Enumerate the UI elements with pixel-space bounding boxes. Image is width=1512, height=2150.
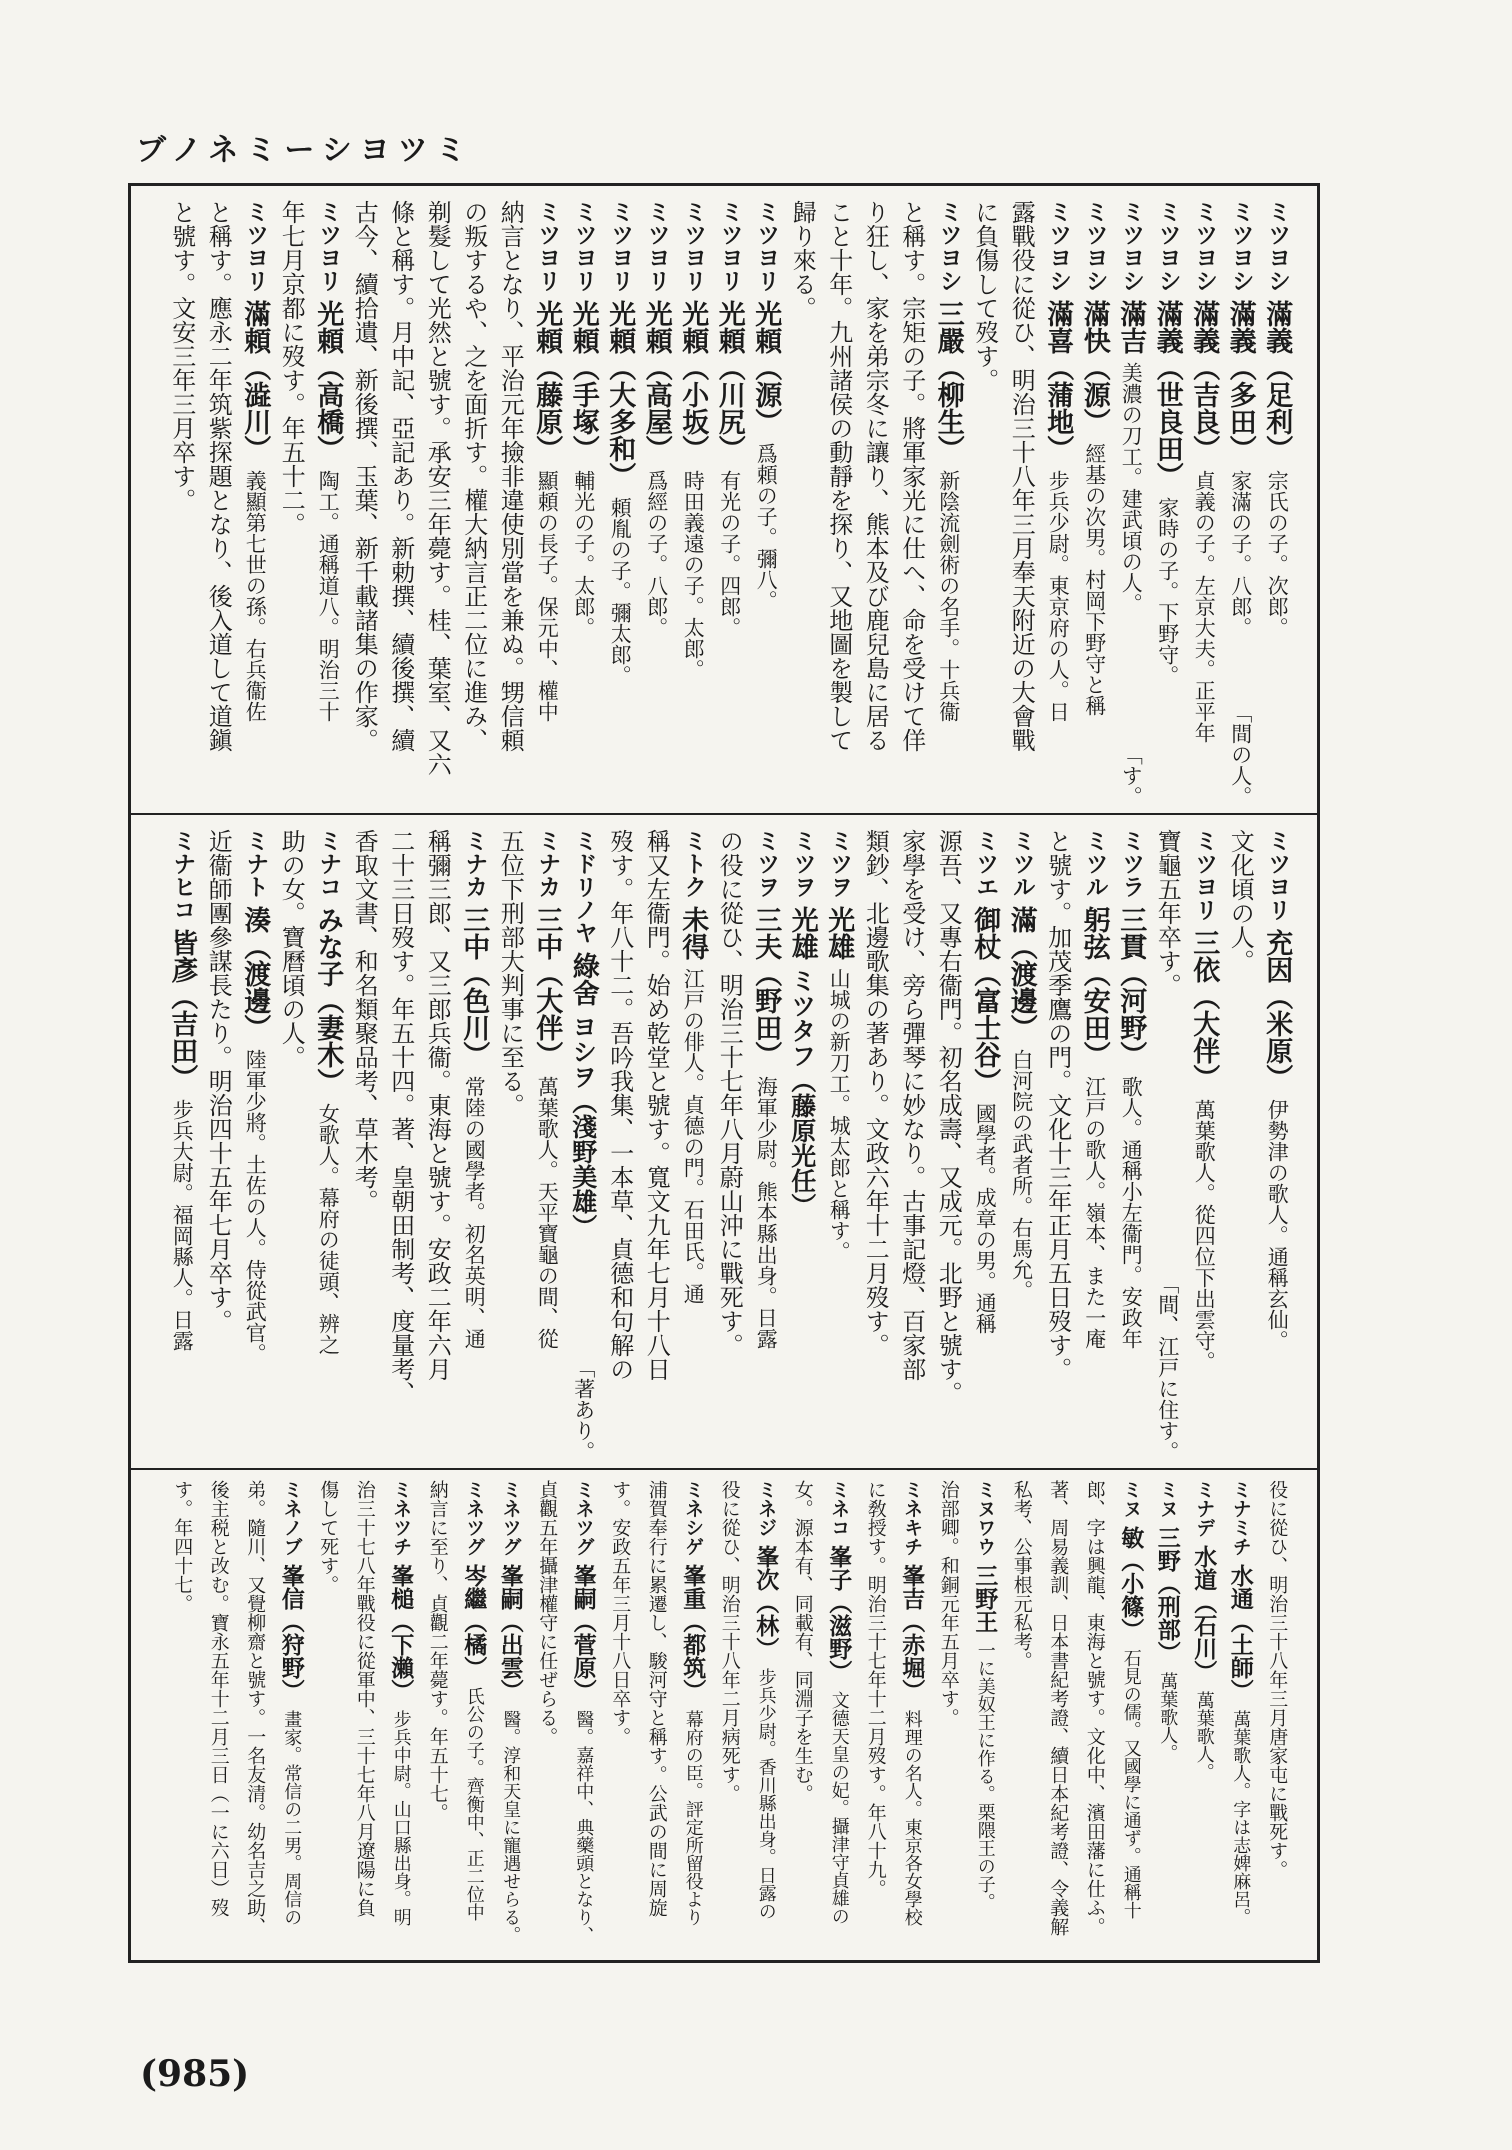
entry-reading: ミネジ	[755, 1480, 778, 1537]
continuation-text: 五位下刑部大判事に至る。	[496, 829, 525, 1117]
continuation-text: 後主税と改む。寶永五年十二月三日（一に六日）歿	[207, 1480, 230, 1917]
entry-column	[529, 829, 566, 1462]
continuation-text: 古今、續拾遺、新後撰、玉葉、新千載諸集の作家。	[350, 200, 379, 752]
entry-reading: ミネツチ	[390, 1480, 413, 1556]
entry-name: 岑繼（橘）	[460, 1564, 488, 1679]
entry-column	[310, 200, 347, 807]
entry-column	[273, 200, 310, 807]
continuation-text: 文化頃の人。	[1226, 829, 1255, 973]
entry-column	[164, 829, 201, 1462]
entry-column	[1222, 829, 1259, 1462]
entry-column	[930, 829, 967, 1462]
entry-column	[1149, 1480, 1186, 1954]
entry-reading: ミネツグ	[499, 1480, 522, 1556]
entry-column	[1113, 829, 1150, 1462]
entry-text: 醫。嘉祥中、典藥頭となり、	[573, 1710, 595, 1944]
band-2	[131, 815, 1317, 1470]
entry-reading: ミツヨリ	[1191, 829, 1218, 921]
continuation-text: 年七月京都に歿す。年五十二。	[277, 200, 306, 536]
entry-reading: ミツヲ	[753, 829, 780, 898]
entry-reading: ミツヨリ	[570, 200, 597, 292]
entry-column	[1186, 1480, 1223, 1954]
entry-reading: ミナヒコ	[169, 829, 196, 921]
entry-reading: ミナカ	[534, 829, 561, 898]
entry-column	[456, 200, 493, 807]
entry-column	[164, 200, 201, 807]
entry-text: 海軍少尉。熊本縣出身。日露	[754, 1076, 779, 1349]
entry-column	[1149, 200, 1186, 807]
entry-text: 山城の新刀工。城太郎と稱す。	[827, 968, 852, 1262]
band-1-columns	[131, 200, 1317, 813]
entry-text: 幕府の臣。評定所留役より	[682, 1710, 704, 1926]
entry-name: 三野（刑部）	[1153, 1526, 1181, 1664]
continuation-text: 郎、字は興龍、東海と號す。文化中、濱田藩に仕ふ。	[1083, 1480, 1106, 1936]
entry-column	[1076, 200, 1113, 807]
entry-column	[857, 829, 894, 1462]
entry-column	[310, 829, 347, 1462]
continuation-text: と號す。加茂季鷹の門。文化十三年正月五日歿す。	[1043, 829, 1072, 1381]
continuation-text: の叛するや、之を面折す。權大納言正二位に進み、	[459, 200, 488, 752]
entry-reading: ミナミチ	[1229, 1480, 1252, 1556]
entry-reading: ミヌワウ	[974, 1480, 997, 1556]
entry-column	[784, 829, 821, 1462]
entry-column	[784, 200, 821, 807]
entry-column	[821, 829, 858, 1462]
entry-reading: ミツヨリ	[716, 200, 743, 292]
entry-text: 萬葉歌人。天平寶龜の間、從	[535, 1076, 560, 1349]
entry-reading: ミツヨリ	[753, 200, 780, 292]
cross-reference: ミツタフ（藤原光任）	[787, 968, 817, 1218]
entry-text: 畫家。常信の二男。周信の	[281, 1710, 303, 1926]
entry-name: 峯重（都筑）	[679, 1564, 707, 1702]
continuation-text: と稱す。宗矩の子。將軍家光に仕へ、命を受けて佯	[897, 200, 926, 752]
entry-name: 光頼（源）	[750, 300, 782, 435]
entry-column	[602, 1480, 639, 1954]
entry-reading: ミツヨリ	[680, 200, 707, 292]
entry-name: 峯嗣（出雲）	[496, 1564, 524, 1702]
entry-text: 醫。淳和天皇に寵遇せらる。	[500, 1710, 522, 1944]
entry-column	[1076, 1480, 1113, 1954]
entry-text: 經基の次男。村岡下野守と稱	[1082, 443, 1107, 716]
entry-column	[675, 829, 712, 1462]
entry-reading: ミツヨシ	[1154, 200, 1181, 292]
entry-column	[1003, 200, 1040, 807]
entry-column	[164, 1480, 201, 1954]
continuation-text: 稱彌三郎、又三郎兵衞。東海と號す。安政二年六月	[423, 829, 452, 1381]
entry-name: 光頼（大多和）	[604, 300, 636, 489]
entry-name: 光雄	[786, 906, 818, 960]
entry-text: 步兵中尉。山口縣出身。明	[390, 1710, 412, 1926]
entry-text: 白河院の武者所。右馬允。	[1009, 1049, 1034, 1301]
entry-reading: ミネツグ	[572, 1480, 595, 1556]
entry-column	[456, 1480, 493, 1954]
carry-over-text: 「間、江戸に住す。	[1155, 1273, 1180, 1462]
entry-column	[346, 1480, 383, 1954]
entry-text: 顯頼の長子。保元中、權中	[535, 470, 560, 722]
continuation-text: 著、周易義訓、日本書紀考證、續日本紀考證、令義解	[1047, 1480, 1070, 1936]
entry-column	[237, 200, 274, 807]
entry-column	[200, 1480, 237, 1954]
continuation-text: 香取文書、和名類聚品考、草木考。	[350, 829, 379, 1213]
entry-text: 萬葉歌人。	[1157, 1672, 1179, 1762]
entry-column	[383, 200, 420, 807]
entry-column	[1113, 200, 1150, 807]
continuation-text: に敎授す。明治三十七年十二月歿す。年八十九。	[864, 1480, 887, 1898]
entry-column	[1040, 200, 1077, 807]
entry-name: 三嚴（柳生）	[932, 300, 964, 462]
continuation-text: 貞觀五年攝津權守に任ぜらる。	[536, 1480, 559, 1746]
entry-column	[492, 829, 529, 1462]
entry-name: 滿義（足利）	[1261, 300, 1293, 462]
entry-column	[1186, 829, 1223, 1462]
entry-text: 石見の儒。又國學に通ず。通稱十	[1120, 1649, 1142, 1919]
continuation-text: す。年四十七。	[171, 1480, 194, 1613]
entry-text: 歌人。通稱小左衞門。安政年	[1119, 1076, 1144, 1349]
entry-name: 三依（大伴）	[1188, 929, 1220, 1091]
continuation-text: 治三十七八年戰役に從軍中、三十七年八月遼陽に負	[353, 1480, 376, 1917]
continuation-text: 納言に至り、貞觀二年薨す。年五十七。	[426, 1480, 449, 1822]
entry-reading: ミツヨリ	[1264, 829, 1291, 921]
continuation-text: と稱す。應永二年筑紫探題となり、後入道して道鎭	[204, 200, 233, 752]
entry-column	[529, 200, 566, 807]
entry-name: 滿快（源）	[1078, 300, 1110, 435]
entry-column	[930, 200, 967, 807]
continuation-text: 傷して死す。	[317, 1480, 340, 1594]
entry-reading: ミツヨリ	[643, 200, 670, 292]
entry-name: 滿義（吉良）	[1188, 300, 1220, 462]
entry-name: 躬弦（安田）	[1078, 906, 1110, 1068]
entry-name: 滿（渡邊）	[1005, 906, 1037, 1041]
entry-reading: ミナコ	[315, 829, 342, 898]
entry-name: 光頼（高橋）	[312, 300, 344, 462]
entry-reading: ミトク	[680, 829, 707, 898]
entry-column	[273, 1480, 310, 1954]
entry-column	[419, 829, 456, 1462]
entry-column	[200, 829, 237, 1462]
entry-column	[529, 1480, 566, 1954]
entry-text: 美濃の刀工。建武頃の人。	[1119, 362, 1144, 614]
continuation-text: 源吾、又專右衞門。初名成壽、又成元。北野と號す。	[934, 829, 963, 1405]
entry-name: 光頼（高屋）	[640, 300, 672, 462]
entry-column	[638, 200, 675, 807]
entry-text: 陸軍少將。土佐の人。侍從武官。	[243, 1049, 268, 1364]
entry-text: 國學者。成章の男。通稱	[973, 1103, 998, 1334]
entry-text: 萬葉歌人。從四位下出雲守。	[1192, 1099, 1217, 1372]
entry-text: 一に美奴王に作る。栗隈王の子。	[974, 1641, 996, 1911]
continuation-text: 剃髮して光然と號す。承安三年薨す。桂、葉室、又六	[423, 200, 452, 776]
entry-text: 陶工。通稱道八。明治三十	[316, 470, 341, 722]
entry-column	[1003, 1480, 1040, 1954]
entry-text: 常陸の國學者。初名英明、通	[462, 1076, 487, 1349]
entry-name: 光頼（藤原）	[531, 300, 563, 462]
entry-name: 水通（土師）	[1226, 1564, 1254, 1702]
entry-name: 滿頼（澁川）	[239, 300, 271, 462]
continuation-text: の役に從ひ、明治三十七年八月蔚山沖に戰死す。	[715, 829, 744, 1357]
entry-text: 義顯第七世の孫。右兵衞佐	[243, 470, 268, 722]
entry-text: 宗氏の子。次郎。	[1265, 470, 1290, 638]
entry-name: 三中（大伴）	[531, 906, 563, 1068]
continuation-text: 治部卿。和銅元年五月卒す。	[937, 1480, 960, 1727]
entry-name: 光頼（小坂）	[677, 300, 709, 462]
entry-reading: ミツヲ	[826, 829, 853, 898]
entry-reading: ミツル	[1008, 829, 1035, 898]
entry-reading: ミツヨシ	[1191, 200, 1218, 292]
continuation-text: 助の女。寶曆頃の人。	[277, 829, 306, 1069]
band-3-columns	[131, 1480, 1317, 1960]
continuation-text: 女。源本有、同載有、同淵子を生む。	[791, 1480, 814, 1803]
entry-text: 江戸の俳人。貞德の門。石田氏。通	[681, 968, 706, 1304]
entry-text: 家時の子。下野守。	[1155, 497, 1180, 686]
entry-text: 女歌人。幕府の徒頭、辨之	[316, 1103, 341, 1355]
entry-column	[1222, 200, 1259, 807]
dictionary-frame	[128, 183, 1320, 1963]
entry-text: 步兵少尉。東京府の人。日	[1046, 470, 1071, 722]
running-head: ブノネミーシヨツミ	[136, 133, 474, 168]
entry-column	[1186, 200, 1223, 807]
entry-name: 滿吉	[1115, 300, 1147, 354]
entry-column	[748, 200, 785, 807]
entry-column	[711, 829, 748, 1462]
entry-name: 三中（色川）	[458, 906, 490, 1068]
entry-column	[711, 1480, 748, 1954]
entry-column	[1040, 829, 1077, 1462]
entry-column	[1040, 1480, 1077, 1954]
entry-column	[1076, 829, 1113, 1462]
continuation-text: 稱又左衞門。始め乾堂と號す。寬文九年七月十八日	[642, 829, 671, 1381]
entry-text: 爲頼の子。彌八。	[754, 443, 779, 611]
entry-name: 峯子（滋野）	[825, 1545, 853, 1683]
entry-text: 新陰流劍術の名手。十兵衞	[936, 470, 961, 722]
continuation-text: 役に從ひ、明治三十八年二月病死す。	[718, 1480, 741, 1803]
entry-column	[565, 829, 602, 1462]
continuation-text: 近衞師團參謀長たり。明治四十五年七月卒す。	[204, 829, 233, 1333]
entry-column	[967, 1480, 1004, 1954]
carry-over-text: 「著あり。	[571, 1357, 596, 1462]
entry-reading: ミネノブ	[280, 1480, 303, 1556]
entry-reading: ミツヨシ	[935, 200, 962, 292]
entry-reading: ミツヨシ	[1045, 200, 1072, 292]
entry-text: 萬葉歌人。	[1193, 1691, 1215, 1781]
entry-column	[383, 829, 420, 1462]
entry-text: 步兵少尉。香川縣出身。日露の	[755, 1668, 777, 1920]
continuation-text: 私考、公事根元私考。	[1010, 1480, 1033, 1670]
entry-column	[1149, 829, 1186, 1462]
entry-text: 氏公の子。齊衡中、正二位中	[463, 1687, 485, 1921]
cross-reference: ヨシヲ（淺野美雄）	[568, 1014, 598, 1239]
entry-column	[419, 200, 456, 807]
entry-name: 三貫（河野）	[1115, 906, 1147, 1068]
entry-column	[200, 200, 237, 807]
entry-reading: ミツル	[1081, 829, 1108, 898]
entry-column	[821, 200, 858, 807]
entry-column	[1259, 200, 1296, 807]
entry-text: 家滿の子。八郎。	[1228, 470, 1253, 638]
entry-column	[711, 200, 748, 807]
continuation-text: こと十年。九州諸侯の動靜を探り、又地圖を製して	[824, 200, 853, 752]
entry-name: 御杖（富士谷）	[969, 906, 1001, 1095]
entry-reading: ミネツグ	[463, 1480, 486, 1556]
band-3	[131, 1470, 1317, 1960]
entry-text: 步兵大尉。福岡縣人。日露	[170, 1099, 195, 1351]
continuation-text: 納言となり、平治元年撿非違使別當を兼ぬ。甥信頼	[496, 200, 525, 752]
entry-reading: ミドリノヤ	[570, 829, 597, 944]
entry-column	[857, 200, 894, 807]
entry-text: 輔光の子。太郎。	[571, 470, 596, 638]
entry-reading: ミナト	[242, 829, 269, 898]
entry-column	[602, 829, 639, 1462]
entry-reading: ミネコ	[828, 1480, 851, 1537]
entry-column	[456, 829, 493, 1462]
continuation-text: り狂し、家を弟宗冬に讓り、熊本及び鹿兒島に居る	[861, 200, 890, 752]
entry-reading: ミツヲ	[789, 829, 816, 898]
entry-column	[894, 829, 931, 1462]
entry-column	[894, 1480, 931, 1954]
entry-name: 峯信（狩野）	[277, 1564, 305, 1702]
entry-column	[237, 1480, 274, 1954]
entry-reading: ミツヨリ	[242, 200, 269, 292]
entry-name: 未得	[677, 906, 709, 960]
entry-column	[967, 829, 1004, 1462]
entry-reading: ミヌ	[1156, 1480, 1179, 1518]
entry-name: 滿喜（蒲地）	[1042, 300, 1074, 462]
entry-reading: ミツヨシ	[1118, 200, 1145, 292]
entry-reading: ミツヨリ	[315, 200, 342, 292]
entry-column	[1003, 829, 1040, 1462]
entry-reading: ミツラ	[1118, 829, 1145, 898]
entry-name: 敏（小篠）	[1117, 1526, 1145, 1641]
entry-name: みな子（妻木）	[312, 906, 344, 1095]
entry-reading: ミツエ	[972, 829, 999, 898]
entry-text: 萬葉歌人。字は志婢麻呂。	[1230, 1710, 1252, 1926]
continuation-text: に負傷して歿す。	[970, 200, 999, 392]
carry-over-text: 「す。	[1119, 744, 1144, 807]
entry-column	[930, 1480, 967, 1954]
page-number: (985)	[140, 2053, 250, 2095]
entry-name: 光雄	[823, 906, 855, 960]
entry-column	[748, 829, 785, 1462]
entry-name: 峯嗣（菅原）	[569, 1564, 597, 1702]
continuation-text: す。安政五年三月十八日卒す。	[609, 1480, 632, 1746]
entry-column	[1259, 1480, 1296, 1954]
entry-reading: ミヌ	[1120, 1480, 1143, 1518]
entry-column	[894, 200, 931, 807]
entry-column	[675, 1480, 712, 1954]
entry-column	[237, 829, 274, 1462]
entry-name: 三野王	[971, 1564, 999, 1633]
entry-name: 峯槌（下瀨）	[387, 1564, 415, 1702]
entry-name: 三夫（野田）	[750, 906, 782, 1068]
entry-column	[602, 200, 639, 807]
entry-text: 頼胤の子。彌太郎。	[608, 497, 633, 686]
entry-name: 水道（石川）	[1190, 1545, 1218, 1683]
entry-text: 爲經の子。八郎。	[644, 470, 669, 638]
entry-reading: ミツヨシ	[1081, 200, 1108, 292]
continuation-text: 浦賀奉行に累遷し、駿河守と稱す。公武の間に周旋	[645, 1480, 668, 1917]
entry-reading: ミツヨシ	[1227, 200, 1254, 292]
entry-reading: ミツヨリ	[534, 200, 561, 292]
entry-column	[419, 1480, 456, 1954]
entry-text: 文德天皇の妃。攝津守貞雄の	[828, 1691, 850, 1925]
entry-column	[1222, 1480, 1259, 1954]
entry-name: 充因（米原）	[1261, 929, 1293, 1091]
entry-column	[492, 200, 529, 807]
continuation-text: 二十三日歿す。年五十四。著、皇朝田制考、度量考、	[386, 829, 415, 1405]
entry-column	[675, 200, 712, 807]
continuation-text: 類鈔、北邊歌集の著あり。文政六年十二月歿す。	[861, 829, 890, 1357]
entry-text: 有光の子。四郎。	[717, 470, 742, 638]
entry-name: 滿義（多田）	[1224, 300, 1256, 462]
continuation-text: 歿す。年八十二。吾吟我集、一本草、貞德和句解の	[605, 829, 634, 1381]
entry-name: 峯吉（赤堀）	[898, 1564, 926, 1702]
entry-text: 料理の名人。東京各女學校	[901, 1710, 923, 1926]
entry-text: 江戸の歌人。嶺本、また一庵	[1082, 1076, 1107, 1349]
continuation-text: 露戰役に從ひ、明治三十八年三月奉天附近の大會戰	[1007, 200, 1036, 752]
entry-text: 時田義遠の子。太郎。	[681, 470, 706, 680]
continuation-text: 家學を受け、旁ら彈琴に妙なり。古事記燈、百家部	[897, 829, 926, 1381]
continuation-text: 役に從ひ、明治三十八年三月唐家屯に戰死す。	[1266, 1480, 1289, 1879]
entry-column	[492, 1480, 529, 1954]
entry-column	[1113, 1480, 1150, 1954]
carry-over-text: 「間の人。	[1228, 702, 1253, 807]
entry-column	[565, 200, 602, 807]
entry-column	[784, 1480, 821, 1954]
entry-reading: ミネシゲ	[682, 1480, 705, 1556]
entry-column	[857, 1480, 894, 1954]
continuation-text: 寶龜五年卒す。	[1153, 829, 1182, 997]
entry-name: 滿義（世良田）	[1151, 300, 1183, 489]
entry-reading: ミネキチ	[901, 1480, 924, 1556]
entry-column	[346, 829, 383, 1462]
entry-reading: ミツヨシ	[1264, 200, 1291, 292]
entry-text: 伊勢津の歌人。通稱玄仙。	[1265, 1099, 1290, 1351]
entry-name: 光頼（手塚）	[567, 300, 599, 462]
entry-column	[638, 1480, 675, 1954]
entry-column	[273, 829, 310, 1462]
entry-name: 光頼（川尻）	[713, 300, 745, 462]
entry-column	[565, 1480, 602, 1954]
entry-column	[748, 1480, 785, 1954]
entry-name: 湊（渡邊）	[239, 906, 271, 1041]
entry-reading: ミナカ	[461, 829, 488, 898]
entry-reading: ミナデ	[1193, 1480, 1216, 1537]
continuation-text: 弟。隨川、又覺柳齋と號す。一名友清。幼名吉之助、	[244, 1480, 267, 1936]
entry-column	[310, 1480, 347, 1954]
entry-column	[638, 829, 675, 1462]
band-2-columns	[131, 829, 1317, 1468]
continuation-text: 歸り來る。	[788, 200, 817, 320]
continuation-text: と號す。文安三年三月卒す。	[167, 200, 196, 512]
entry-column	[821, 1480, 858, 1954]
continuation-text: 條と稱す。月中記、亞記あり。新勅撰、續後撰、續	[386, 200, 415, 752]
band-1	[131, 186, 1317, 815]
entry-name: 綠舍	[567, 952, 599, 1006]
entry-column	[346, 200, 383, 807]
entry-name: 皆彥（吉田）	[166, 929, 198, 1091]
entry-name: 峯次（林）	[752, 1545, 780, 1660]
entry-column	[1259, 829, 1296, 1462]
entry-reading: ミツヨリ	[607, 200, 634, 292]
entry-column	[383, 1480, 420, 1954]
entry-column	[967, 200, 1004, 807]
entry-text: 貞義の子。左京大夫。正平年	[1192, 470, 1217, 743]
